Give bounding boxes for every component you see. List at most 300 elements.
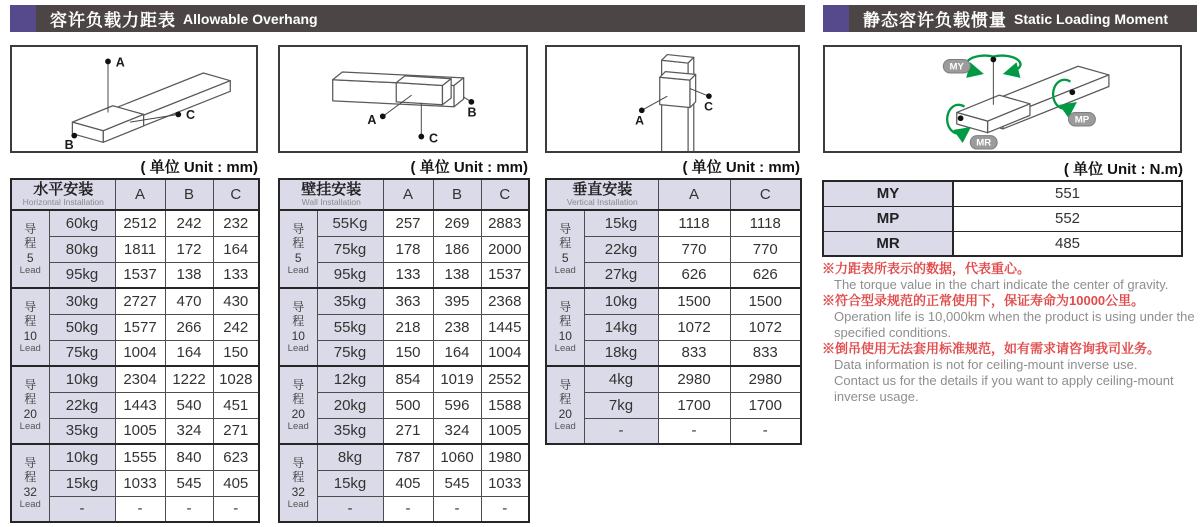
vertical-installation-table — [545, 178, 802, 445]
value-cell: 242 — [213, 314, 259, 340]
table-header-row — [279, 179, 529, 210]
value-cell: 1033 — [115, 470, 165, 496]
note — [822, 341, 1200, 405]
lead-group-number: 32 — [291, 484, 305, 499]
column-header-cell: B — [433, 179, 481, 210]
lead-group-char: 程 — [292, 314, 305, 329]
point-a-label: A — [635, 113, 645, 128]
mr-axis-dot — [958, 115, 964, 121]
table-row — [11, 340, 259, 366]
value-cell: 2980 — [658, 366, 730, 392]
lead-group-number: 5 — [561, 250, 569, 265]
lead-group-cell — [546, 210, 584, 288]
value-cell: - — [213, 496, 259, 522]
value-cell: 363 — [383, 288, 433, 314]
actuator-isometric-drawing — [12, 47, 256, 151]
lead-group-char: 导 — [24, 221, 37, 236]
lead-group-number: 5 — [26, 250, 34, 265]
section-title-cn: 静态容许负载惯量 — [863, 11, 1007, 30]
note-text-en: Contact us for the details if you want to apply ceiling-mount — [834, 373, 1174, 388]
table-row — [546, 262, 801, 288]
load-cell: 10kg — [49, 444, 115, 470]
moment-directions-diagram — [823, 45, 1182, 153]
lead-group-number: 10 — [23, 328, 37, 343]
lead-group-en: Lead — [19, 264, 41, 276]
lead-group-en: Lead — [19, 420, 41, 432]
value-cell: 1700 — [730, 392, 801, 418]
lead-group-char: 程 — [559, 314, 572, 329]
load-cell: 55Kg — [317, 210, 383, 236]
value-cell: 1005 — [115, 418, 165, 444]
table-row — [279, 496, 529, 522]
load-cell: 95kg — [49, 262, 115, 288]
moment-isometric-drawing — [825, 47, 1180, 151]
point-a-label: A — [115, 55, 125, 70]
value-cell: 596 — [433, 392, 481, 418]
section-header-allowable-overhang — [10, 5, 805, 32]
lead-group-en: Lead — [287, 342, 309, 354]
lead-group-en: Lead — [554, 264, 576, 276]
value-cell: 1033 — [481, 470, 529, 496]
value-cell: 626 — [658, 262, 730, 288]
table-row — [11, 262, 259, 288]
lead-group-number: 20 — [558, 406, 572, 421]
point-c-dot — [418, 134, 424, 140]
table-row — [279, 236, 529, 262]
value-cell: 1004 — [115, 340, 165, 366]
load-cell: - — [584, 418, 658, 444]
value-cell: 1072 — [730, 314, 801, 340]
note-text-en: specified conditions. — [834, 325, 952, 340]
lead-group-number: 10 — [291, 328, 305, 343]
value-cell: 2368 — [481, 288, 529, 314]
lead-group-char: 程 — [292, 392, 305, 407]
lead-group-char: 程 — [24, 470, 37, 485]
table-row — [11, 392, 259, 418]
value-cell: 854 — [383, 366, 433, 392]
point-b-label: B — [467, 105, 477, 120]
moment-value-cell: 485 — [953, 231, 1182, 256]
value-cell: 1537 — [115, 262, 165, 288]
table-row — [279, 314, 529, 340]
load-cell: 15kg — [49, 470, 115, 496]
value-cell: 1500 — [730, 288, 801, 314]
moment-value-cell: 552 — [953, 206, 1182, 231]
table-row — [279, 444, 529, 470]
value-cell: 2000 — [481, 236, 529, 262]
value-cell: - — [165, 496, 213, 522]
table-row — [823, 181, 1182, 206]
table-row — [823, 231, 1182, 256]
point-c-label: C — [186, 108, 196, 123]
load-cell: 22kg — [49, 392, 115, 418]
lead-group-char: 导 — [292, 455, 305, 470]
lead-group-number: 5 — [294, 250, 302, 265]
value-cell: 2512 — [115, 210, 165, 236]
lead-group-cell — [11, 288, 49, 366]
table-row — [279, 418, 529, 444]
table-row — [11, 366, 259, 392]
value-cell: 833 — [730, 340, 801, 366]
note-text-en: Operation life is 10,000km when the product is using under the — [834, 309, 1195, 324]
value-cell: 1005 — [481, 418, 529, 444]
moment-value-cell: 551 — [953, 181, 1182, 206]
note — [822, 261, 1200, 293]
load-cell: 60kg — [49, 210, 115, 236]
value-cell: 787 — [383, 444, 433, 470]
table-row — [546, 210, 801, 236]
lead-group-char: 程 — [24, 236, 37, 251]
accent-square — [10, 5, 36, 32]
section-header-static-loading-moment — [823, 5, 1197, 32]
load-cell: 18kg — [584, 340, 658, 366]
value-cell: 138 — [433, 262, 481, 288]
note-text-cn: ※倒吊使用无法套用标准规范，如有需求请咨询我司业务。 — [822, 341, 1161, 356]
lead-group-cell — [546, 288, 584, 366]
load-cell: 55kg — [317, 314, 383, 340]
lead-group-char: 导 — [559, 221, 572, 236]
value-cell: 540 — [165, 392, 213, 418]
accent-square — [823, 5, 849, 32]
lead-group-char: 程 — [559, 236, 572, 251]
value-cell: 2552 — [481, 366, 529, 392]
unit-label-nm: ( 单位 Unit : N.m) — [1063, 161, 1183, 178]
table-title-en: Vertical Installation — [566, 197, 638, 208]
point-b-label: B — [64, 138, 74, 151]
lead-group-cell — [546, 366, 584, 444]
value-cell: 405 — [383, 470, 433, 496]
table-header-row — [546, 179, 801, 210]
unit-label-mm: ( 单位 Unit : mm) — [410, 159, 528, 176]
value-cell: 840 — [165, 444, 213, 470]
value-cell: 1443 — [115, 392, 165, 418]
value-cell: - — [383, 496, 433, 522]
mp-badge-label: MP — [1074, 114, 1090, 126]
column-header-cell: C — [213, 179, 259, 210]
value-cell: 500 — [383, 392, 433, 418]
wall-installation-diagram — [278, 45, 528, 153]
load-cell: 20kg — [317, 392, 383, 418]
value-cell: 164 — [165, 340, 213, 366]
table-row — [11, 418, 259, 444]
horizontal-installation-diagram — [10, 45, 258, 153]
lead-group-number: 20 — [23, 406, 37, 421]
lead-group-en: Lead — [554, 342, 576, 354]
point-a-dot — [380, 113, 386, 119]
value-cell: 1555 — [115, 444, 165, 470]
wall-installation-table — [278, 178, 530, 523]
load-cell: 35kg — [317, 288, 383, 314]
column-header-cell: B — [165, 179, 213, 210]
lead-group-char: 导 — [559, 299, 572, 314]
table-row — [546, 392, 801, 418]
value-cell: 1537 — [481, 262, 529, 288]
load-cell: 75kg — [317, 236, 383, 262]
lead-group-char: 导 — [24, 377, 37, 392]
table-title-en: Wall Installation — [301, 197, 361, 208]
value-cell: 405 — [213, 470, 259, 496]
table-row — [546, 340, 801, 366]
value-cell: 1588 — [481, 392, 529, 418]
lead-group-char: 导 — [559, 377, 572, 392]
value-cell: 626 — [730, 262, 801, 288]
value-cell: 451 — [213, 392, 259, 418]
value-cell: - — [658, 418, 730, 444]
table-title-cell — [279, 179, 383, 210]
column-header-cell: C — [730, 179, 801, 210]
lead-group-cell — [279, 210, 317, 288]
lead-group-en: Lead — [287, 264, 309, 276]
my-axis-dot — [990, 57, 996, 63]
value-cell: 172 — [165, 236, 213, 262]
column-header-cell: A — [658, 179, 730, 210]
value-cell: 271 — [213, 418, 259, 444]
table-title-en: Horizontal Installation — [22, 197, 104, 208]
value-cell: 1118 — [658, 210, 730, 236]
load-cell: 30kg — [49, 288, 115, 314]
value-cell: 2727 — [115, 288, 165, 314]
load-cell: 27kg — [584, 262, 658, 288]
value-cell: 164 — [433, 340, 481, 366]
table-row — [823, 206, 1182, 231]
table-row — [279, 470, 529, 496]
value-cell: 1072 — [658, 314, 730, 340]
value-cell: 1004 — [481, 340, 529, 366]
value-cell: - — [481, 496, 529, 522]
value-cell: 238 — [433, 314, 481, 340]
mr-badge-label: MR — [976, 137, 992, 149]
lead-group-char: 程 — [24, 392, 37, 407]
table-row — [279, 392, 529, 418]
lead-group-cell — [279, 366, 317, 444]
note-text-en: The torque value in the chart indicate the center of gravity. — [834, 277, 1169, 292]
load-cell: 95kg — [317, 262, 383, 288]
section-title-cn: 容许负载力距表 — [50, 11, 176, 30]
load-cell: 50kg — [49, 314, 115, 340]
load-cell: - — [317, 496, 383, 522]
load-cell: 4kg — [584, 366, 658, 392]
value-cell: 2980 — [730, 366, 801, 392]
table-title-cell — [11, 179, 115, 210]
section-title-en: Static Loading Moment — [1014, 10, 1168, 27]
note-text-cn: ※力距表所表示的数据，代表重心。 — [822, 261, 1031, 276]
load-cell: 10kg — [49, 366, 115, 392]
value-cell: 833 — [658, 340, 730, 366]
load-cell: - — [49, 496, 115, 522]
value-cell: 133 — [383, 262, 433, 288]
value-cell: 1118 — [730, 210, 801, 236]
horizontal-installation-table — [10, 178, 260, 523]
value-cell: - — [433, 496, 481, 522]
value-cell: 1222 — [165, 366, 213, 392]
my-badge — [943, 60, 970, 73]
value-cell: 1060 — [433, 444, 481, 470]
table-row — [279, 366, 529, 392]
value-cell: 150 — [213, 340, 259, 366]
point-a-label: A — [367, 113, 377, 128]
value-cell: 1577 — [115, 314, 165, 340]
value-cell: 1700 — [658, 392, 730, 418]
lead-group-char: 导 — [292, 299, 305, 314]
value-cell: 164 — [213, 236, 259, 262]
mp-badge — [1068, 112, 1095, 125]
table-row — [11, 236, 259, 262]
value-cell: 186 — [433, 236, 481, 262]
lead-group-number: 10 — [558, 328, 572, 343]
lead-group-en: Lead — [19, 342, 41, 354]
value-cell: 269 — [433, 210, 481, 236]
table-title-cn: 水平安装 — [33, 180, 94, 198]
value-cell: 1028 — [213, 366, 259, 392]
value-cell: 545 — [433, 470, 481, 496]
vertical-installation-diagram — [545, 45, 800, 153]
lead-group-char: 程 — [292, 236, 305, 251]
load-cell: 10kg — [584, 288, 658, 314]
value-cell: 257 — [383, 210, 433, 236]
table-row — [546, 236, 801, 262]
value-cell: 150 — [383, 340, 433, 366]
mr-badge — [970, 136, 997, 149]
lead-group-char: 导 — [292, 377, 305, 392]
table-row — [546, 314, 801, 340]
value-cell: 266 — [165, 314, 213, 340]
my-badge-label: MY — [949, 61, 964, 73]
actuator-isometric-drawing — [280, 47, 526, 151]
note-text-en: inverse usage. — [834, 389, 919, 404]
value-cell: 1500 — [658, 288, 730, 314]
lead-group-cell — [279, 444, 317, 522]
load-cell: 8kg — [317, 444, 383, 470]
load-cell: 15kg — [317, 470, 383, 496]
moment-label-cell: MR — [823, 231, 953, 256]
table-row — [279, 262, 529, 288]
value-cell: - — [115, 496, 165, 522]
value-cell: 770 — [730, 236, 801, 262]
moment-label-cell: MY — [823, 181, 953, 206]
table-row — [11, 210, 259, 236]
value-cell: 324 — [433, 418, 481, 444]
value-cell: - — [730, 418, 801, 444]
lead-group-cell — [11, 366, 49, 444]
point-c-label: C — [429, 131, 439, 146]
load-cell: 22kg — [584, 236, 658, 262]
static-loading-moment-table — [822, 180, 1183, 257]
column-header-cell: A — [115, 179, 165, 210]
column-header-cell: C — [481, 179, 529, 210]
note — [822, 293, 1200, 341]
lead-group-char: 导 — [24, 455, 37, 470]
lead-group-en: Lead — [19, 498, 41, 510]
load-cell: 12kg — [317, 366, 383, 392]
table-row — [546, 366, 801, 392]
value-cell: 178 — [383, 236, 433, 262]
footnotes — [822, 261, 1200, 405]
value-cell: 138 — [165, 262, 213, 288]
load-cell: 80kg — [49, 236, 115, 262]
value-cell: 1019 — [433, 366, 481, 392]
point-c-dot — [706, 93, 712, 99]
value-cell: 545 — [165, 470, 213, 496]
lead-group-en: Lead — [287, 498, 309, 510]
table-title-cn: 壁挂安装 — [301, 180, 362, 198]
table-header-row — [11, 179, 259, 210]
value-cell: 2304 — [115, 366, 165, 392]
unit-label-mm: ( 单位 Unit : mm) — [682, 159, 800, 176]
lead-group-char: 程 — [24, 314, 37, 329]
note-text-en: Data information is not for ceiling-mount inverse use. — [834, 357, 1138, 372]
point-a-dot — [105, 59, 111, 65]
table-row — [279, 210, 529, 236]
load-cell: 35kg — [317, 418, 383, 444]
column-header-cell: A — [383, 179, 433, 210]
table-row — [11, 470, 259, 496]
point-c-label: C — [704, 99, 714, 114]
table-row — [11, 288, 259, 314]
value-cell: 242 — [165, 210, 213, 236]
section-title-en: Allowable Overhang — [183, 10, 318, 27]
lead-group-char: 程 — [292, 470, 305, 485]
load-cell: 14kg — [584, 314, 658, 340]
point-b-dot — [468, 99, 474, 105]
my-rotation-arrow — [993, 56, 1020, 72]
mp-axis-dot — [1069, 89, 1075, 95]
value-cell: 1980 — [481, 444, 529, 470]
value-cell: 430 — [213, 288, 259, 314]
table-row — [546, 288, 801, 314]
lead-group-cell — [11, 210, 49, 288]
table-row — [11, 496, 259, 522]
lead-group-cell — [279, 288, 317, 366]
value-cell: 232 — [213, 210, 259, 236]
lead-group-char: 导 — [24, 299, 37, 314]
lead-group-en: Lead — [554, 420, 576, 432]
value-cell: 1445 — [481, 314, 529, 340]
table-row — [11, 444, 259, 470]
value-cell: 1811 — [115, 236, 165, 262]
load-cell: 15kg — [584, 210, 658, 236]
note-text-cn: ※符合型录规范的正常使用下，保证寿命为10000公里。 — [822, 293, 1145, 308]
value-cell: 395 — [433, 288, 481, 314]
table-row — [279, 288, 529, 314]
lead-group-cell — [11, 444, 49, 522]
moment-label-cell: MP — [823, 206, 953, 231]
point-c-dot — [175, 112, 181, 118]
value-cell: 324 — [165, 418, 213, 444]
value-cell: 470 — [165, 288, 213, 314]
value-cell: 2883 — [481, 210, 529, 236]
table-title-cell — [546, 179, 658, 210]
value-cell: 133 — [213, 262, 259, 288]
load-cell: 75kg — [317, 340, 383, 366]
lead-group-en: Lead — [287, 420, 309, 432]
load-cell: 35kg — [49, 418, 115, 444]
load-cell: 75kg — [49, 340, 115, 366]
value-cell: 770 — [658, 236, 730, 262]
value-cell: 623 — [213, 444, 259, 470]
lead-group-number: 32 — [23, 484, 37, 499]
table-title-cn: 垂直安装 — [572, 180, 633, 198]
value-cell: 218 — [383, 314, 433, 340]
point-a-dot — [639, 108, 645, 114]
table-row — [279, 340, 529, 366]
value-cell: 271 — [383, 418, 433, 444]
lead-group-char: 导 — [292, 221, 305, 236]
unit-label-mm: ( 单位 Unit : mm) — [140, 159, 258, 176]
load-cell: 7kg — [584, 392, 658, 418]
table-row — [546, 418, 801, 444]
table-row — [11, 314, 259, 340]
actuator-isometric-drawing — [547, 47, 798, 151]
